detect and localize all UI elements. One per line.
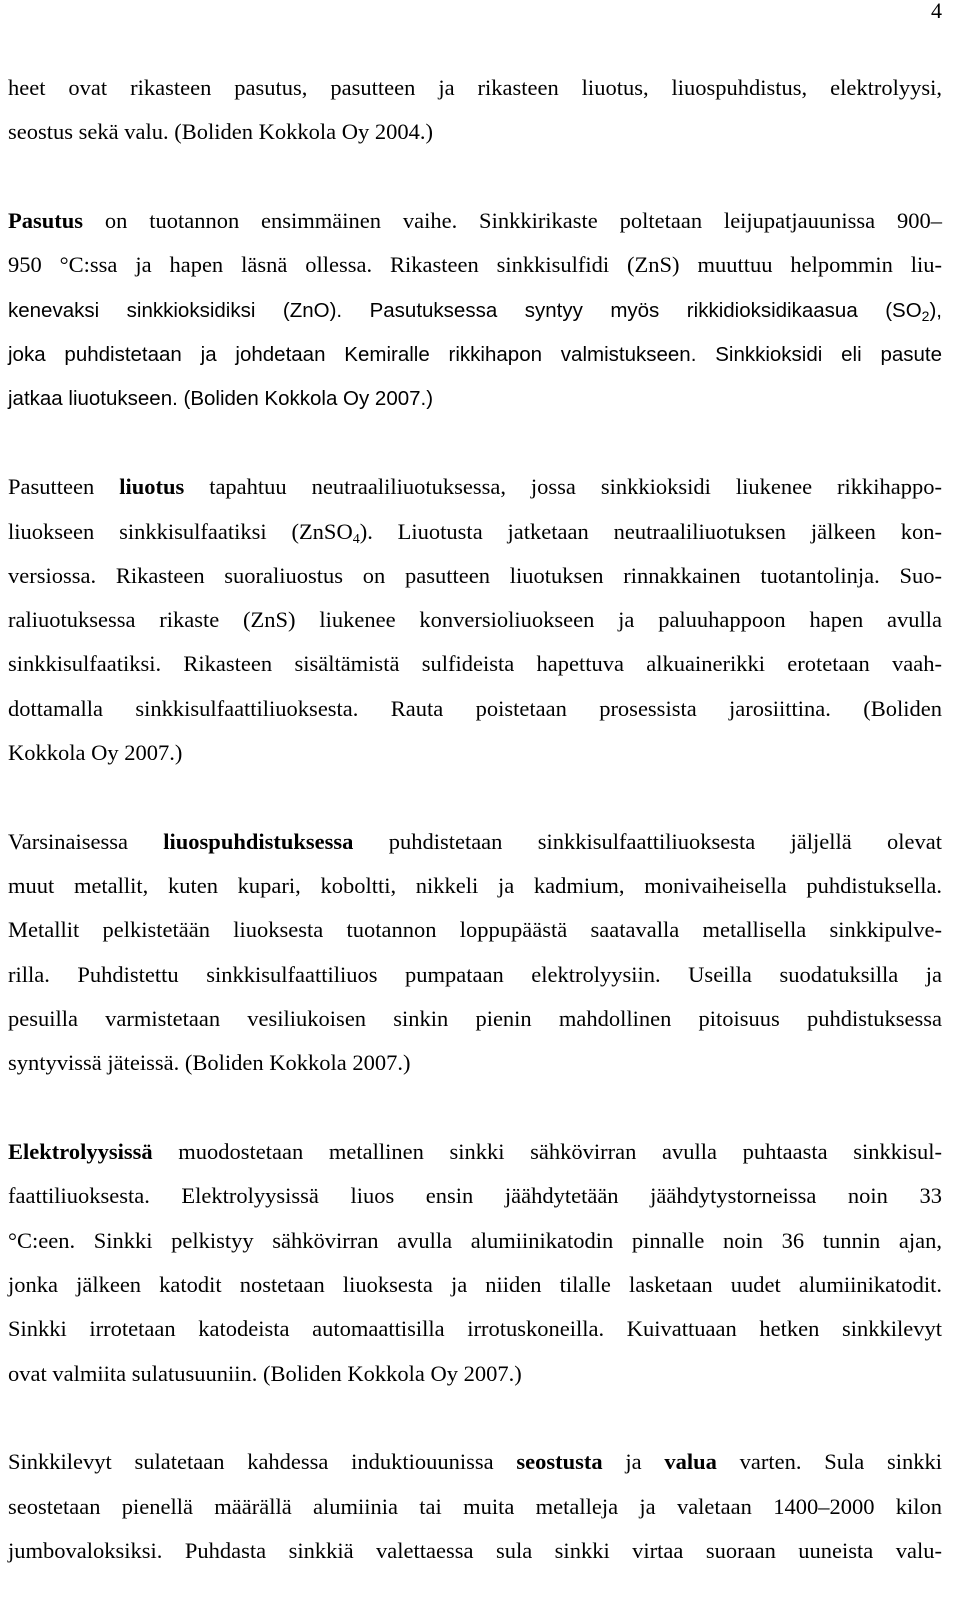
paragraph-5-line-5: Sinkki irrotetaan katodeista automaattisilla irrotuskoneilla. Kuivattuaan hetken sinkkilevyt <box>8 1316 942 1341</box>
paragraph-6-line-3: jumbovaloksiksi. Puhdasta sinkkiä valettaessa sula sinkki virtaa suoraan uuneista valu- <box>8 1538 942 1563</box>
term-pasutus: Pasutus <box>8 208 84 233</box>
paragraph-3-line-5: sinkkisulfaatiksi. Rikasteen sisältämistä sulfideista hapettuva alkuainerikki erotetaan vaah- <box>8 651 942 676</box>
paragraph-6-line-2: seostetaan pienellä määrällä alumiinia tai muita metalleja ja valetaan 1400–2000 kilon <box>8 1494 942 1519</box>
paragraph-5-line-4: jonka jälkeen katodit nostetaan liuoksesta ja niiden tilalle lasketaan uudet alumiinikatodit. <box>8 1272 942 1297</box>
term-liuospuhdistuksessa: liuospuhdistuksessa <box>163 829 354 854</box>
paragraph-6-line-1: Sinkkilevyt sulatetaan kahdessa induktiouunissa seostusta ja valua varten. Sula sinkki <box>8 1449 942 1474</box>
paragraph-4-line-1: Varsinaisessa liuospuhdistuksessa puhdistetaan sinkkisulfaattiliuoksesta jäljellä olevat <box>8 829 942 854</box>
subscript: 2 <box>921 308 930 324</box>
paragraph-3-line-2: liuokseen sinkkisulfaatiksi (ZnSO$_4$). Liuotusta jatketaan neutraaliliuotuksen jälkeen kon- <box>8 519 942 547</box>
paragraph-4-line-5: pesuilla varmistetaan vesiliukoisen sinkin pienin mahdollinen pitoisuus puhdistuksessa <box>8 1006 942 1031</box>
term-seostusta: seostusta <box>516 1449 603 1474</box>
paragraph-5-line-3: °C:een. Sinkki pelkistyy sähkövirran avulla alumiinikatodin pinnalle noin 36 tunnin ajan, <box>8 1228 942 1253</box>
term-liuotus: liuotus <box>119 474 185 499</box>
term-valua: valua <box>664 1449 717 1474</box>
paragraph-3-line-4: raliuotuksessa rikaste (ZnS) liukenee konversioliuokseen ja paluuhappoon hapen avulla <box>8 607 942 632</box>
subscript: 4 <box>352 532 360 547</box>
paragraph-5-line-2: faattiliuoksesta. Elektrolyysissä liuos ensin jäähdytetään jäähdytystorneissa noin 33 <box>8 1183 942 1208</box>
paragraph-2-line-1: Pasutus on tuotannon ensimmäinen vaihe. Sinkkirikaste poltetaan leijupatjauunissa 900– <box>8 208 942 233</box>
paragraph-1-line-2: seostus sekä valu. (Boliden Kokkola Oy 2004.) <box>8 119 433 144</box>
paragraph-3-line-3: versiossa. Rikasteen suoraliuostus on pasutteen liuotuksen rinnakkainen tuotantolinja. Suo- <box>8 563 942 588</box>
paragraph-2-line-5: jatkaa liuotukseen. (Boliden Kokkola Oy 2007.) <box>8 387 434 410</box>
paragraph-3-line-6: dottamalla sinkkisulfaattiliuoksesta. Rauta poistetaan prosessista jarosiittina. (Boliden <box>8 696 942 721</box>
page-number: 4 <box>931 0 942 23</box>
paragraph-1-line-1: heet ovat rikasteen pasutus, pasutteen ja rikasteen liuotus, liuospuhdistus, elektrolyysi, <box>8 75 942 100</box>
paragraph-5-line-1: Elektrolyysissä muodostetaan metallinen sinkki sähkövirran avulla puhtaasta sinkkisul- <box>8 1139 942 1164</box>
term-elektrolyysissa: Elektrolyysissä <box>8 1139 153 1164</box>
paragraph-4-line-3: Metallit pelkistetään liuoksesta tuotannon loppupäästä saatavalla metallisella sinkkipulve- <box>8 917 942 942</box>
paragraph-2-line-2: 950 °C:ssa ja hapen läsnä ollessa. Rikasteen sinkkisulfidi (ZnS) muuttuu helpommin liu- <box>8 252 942 277</box>
paragraph-4-line-6: syntyvissä jäteissä. (Boliden Kokkola 2007.) <box>8 1050 411 1075</box>
paragraph-2-line-4: joka puhdistetaan ja johdetaan Kemiralle rikkihapon valmistukseen. Sinkkioksidi eli pasute <box>8 343 942 366</box>
paragraph-5-line-6: ovat valmiita sulatusuuniin. (Boliden Kokkola Oy 2007.) <box>8 1361 522 1386</box>
paragraph-2-line-3: kenevaksi sinkkioksidiksi (ZnO). Pasutuksessa syntyy myös rikkidioksidikaasua $(SO_2)$, <box>8 299 942 324</box>
paragraph-3-line-7: Kokkola Oy 2007.) <box>8 740 183 765</box>
paragraph-3-line-1: Pasutteen liuotus tapahtuu neutraaliliuotuksessa, jossa sinkkioksidi liukenee rikkihappo- <box>8 474 942 499</box>
paragraph-4-line-4: rilla. Puhdistettu sinkkisulfaattiliuos pumpataan elektrolyysiin. Useilla suodatuksilla ja <box>8 962 942 987</box>
paragraph-4-line-2: muut metallit, kuten kupari, koboltti, nikkeli ja kadmium, monivaiheisella puhdistuksella. <box>8 873 942 898</box>
